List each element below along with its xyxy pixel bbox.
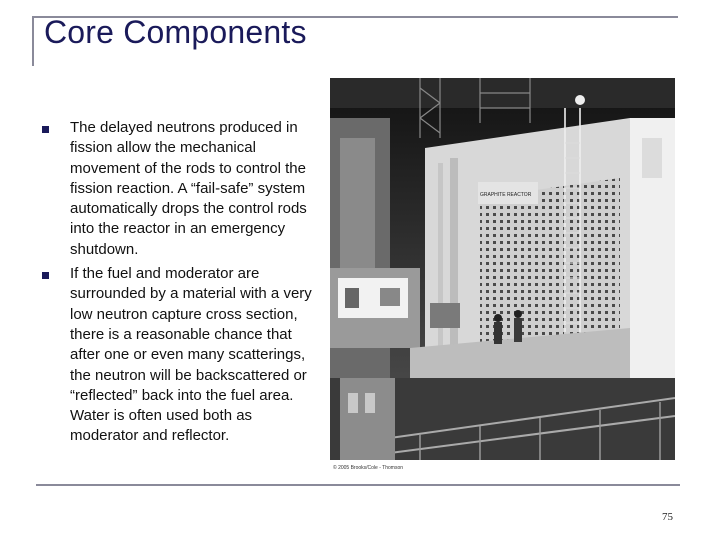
footer-rule: [36, 484, 680, 486]
title-frame-left: [32, 16, 34, 66]
page-number: 75: [662, 511, 673, 523]
bullet-item: [40, 264, 320, 447]
bullet-item: [40, 118, 320, 260]
reactor-photo: [330, 78, 675, 460]
bullet-text: If the fuel and moderator are surrounded by a material with a very low neutron capture cross section, there is a reasonable chance that after one or even many scatterings, the neutron will be backscattered or “reflected” back into the fuel area. Water is often used both as moderator and reflector.: [70, 265, 312, 445]
reactor-photo-illustration: [330, 78, 675, 460]
square-bullet-icon: [42, 126, 49, 133]
bullet-text: The delayed neutrons produced in fission allow the mechanical movement of the rods to control the fission reaction. A “fail-safe” system automatically drops the control rods into the reactor in an emergency shutdown.: [70, 119, 307, 258]
slide-title: Core Components: [44, 14, 307, 50]
reactor-sign-text: GRAPHITE REACTOR: [480, 192, 532, 198]
photo-credit: © 2005 Brooks/Cole - Thomson: [333, 465, 404, 471]
bullet-list: [40, 118, 320, 451]
square-bullet-icon: [42, 272, 49, 279]
